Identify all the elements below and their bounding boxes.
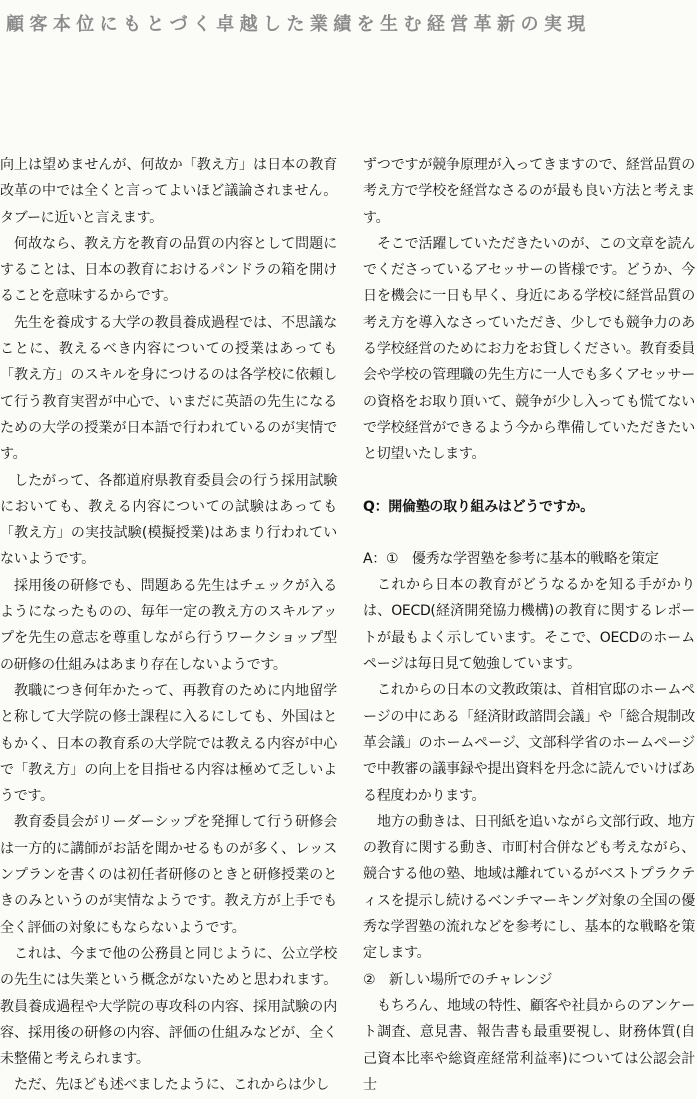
paragraph: これから日本の教育がどうなるかを知る手がかりは、OECD(経済開発協力機構)の教育に関するレポートが最もよく示しています。そこで、OECDのホームページは毎日見て勉強しています。 <box>363 577 695 673</box>
paragraph: ただ、先ほども述べましたように、これからは少し <box>14 1077 330 1094</box>
paragraph: 向上は望めませんが、何故か「教え方」は日本の教育改革の中では全くと言ってよいほど議論されません。タブーに近いと言えます。 <box>0 157 337 226</box>
paragraph: 教育委員会がリーダーシップを発揮して行う研修会は一方的に講師がお話を聞かせるものが多く、レッスンプランを書くのは初任者研修のときと研修授業のときのみというのが実情なようです。教え方が上手でも全く評価の対象にもならないようです。 <box>0 814 337 936</box>
paragraph: 何故なら、教え方を教育の品質の内容として問題にすることは、日本の教育におけるパンドラの箱を開けることを意味するからです。 <box>0 235 337 305</box>
right-column <box>363 152 695 1098</box>
spacer <box>363 520 695 546</box>
paragraph: 地方の動きは、日刊紙を追いながら文部行政、地方の教育に関する動き、市町村合併なども考えながら、競合する他の塾、地域は離れているがベストプラクティスを提示し続けるベンチマーキング対象の全国の優秀な学習塾の流れなどを参考にし、基本的な戦略を策定します。 <box>363 813 695 962</box>
paragraph: これは、今まで他の公務員と同じように、公立学校の先生には失業という概念がないためと思われます。教員養成過程や大学院の専攻科の内容、採用試験の内容、採用後の研修の内容、評価の仕組みなどが、全く未整備と考えられます。 <box>0 945 337 1068</box>
paragraph: 教職につき何年かたって、再教育のために内地留学と称して大学院の修士課程に入るにしても、外国はともかく、日本の教育系の大学院では教える内容が中心で「教え方」の向上を目指せる内容は極めて乏しいようです。 <box>0 682 337 805</box>
paragraph: ずつですが競争原理が入ってきますので、経営品質の考え方で学校を経営なさるのが最も良い方法と考えます。 <box>363 157 695 226</box>
question-heading: Q：開倫塾の取り組みはどうですか。 <box>363 498 594 515</box>
paragraph: そこで活躍していただきたいのが、この文章を読んでくださっているアセッサーの皆様です。どうか、今日を機会に一日も早く、身近にある学校に経営品質の考え方を導入なさっていただき、少しでも競争力のある学校経営のためにお力をお貸しください。教育委員会や学校の管理職の先生方に一人でも多くアセッサーの資格をお取り頂いて、競争が少し入っても慌てないで学校経営ができるよう今から準備していただきたいと切望いたします。 <box>363 235 695 463</box>
paragraph: 採用後の研修でも、問題ある先生はチェックが入るようになったものの、毎年一定の教え方のスキルアップを先生の意志を尊重しながら行うワークショップ型の研修の仕組みはあまり存在しないようです。 <box>0 577 337 673</box>
paragraph: したがって、各都道府県教育委員会の行う採用試験においても、教える内容についての試験はあっても「教え方」の実技試験(模擬授業)はあまり行われていないようです。 <box>0 472 337 568</box>
answer-heading: A：① 優秀な学習塾を参考に基本的戦略を策定 <box>363 550 659 567</box>
sub-heading: ② 新しい場所でのチャレンジ <box>363 971 553 988</box>
paragraph: もちろん、地域の特性、顧客や社員からのアンケート調査、意見書、報告書も最重要視し、財務体質(自己資本比率や総資産経常利益率)については公認会計士 <box>363 997 695 1093</box>
paragraph: これからの日本の文教政策は、首相官邸のホームページの中にある「経済財政諮問会議」や「総合規制改革会議」のホームページ、文部科学省のホームページで中教審の議事録や提出資料を丹念に読んでいけばある程度わかります。 <box>363 682 695 804</box>
left-column <box>0 152 337 1099</box>
paragraph: 先生を養成する大学の教員養成過程では、不思議なことに、教えるべき内容についての授業はあっても「教え方」のスキルを身につけるのは各学校に依頼して行う教育実習が中心で、いまだに英語の先生になるための大学の授業が日本語で行われているのが実情です。 <box>0 314 337 463</box>
running-header: 顧客本位にもとづく卓越した業績を生む経営革新の実現 <box>6 14 591 35</box>
spacer <box>363 468 695 494</box>
